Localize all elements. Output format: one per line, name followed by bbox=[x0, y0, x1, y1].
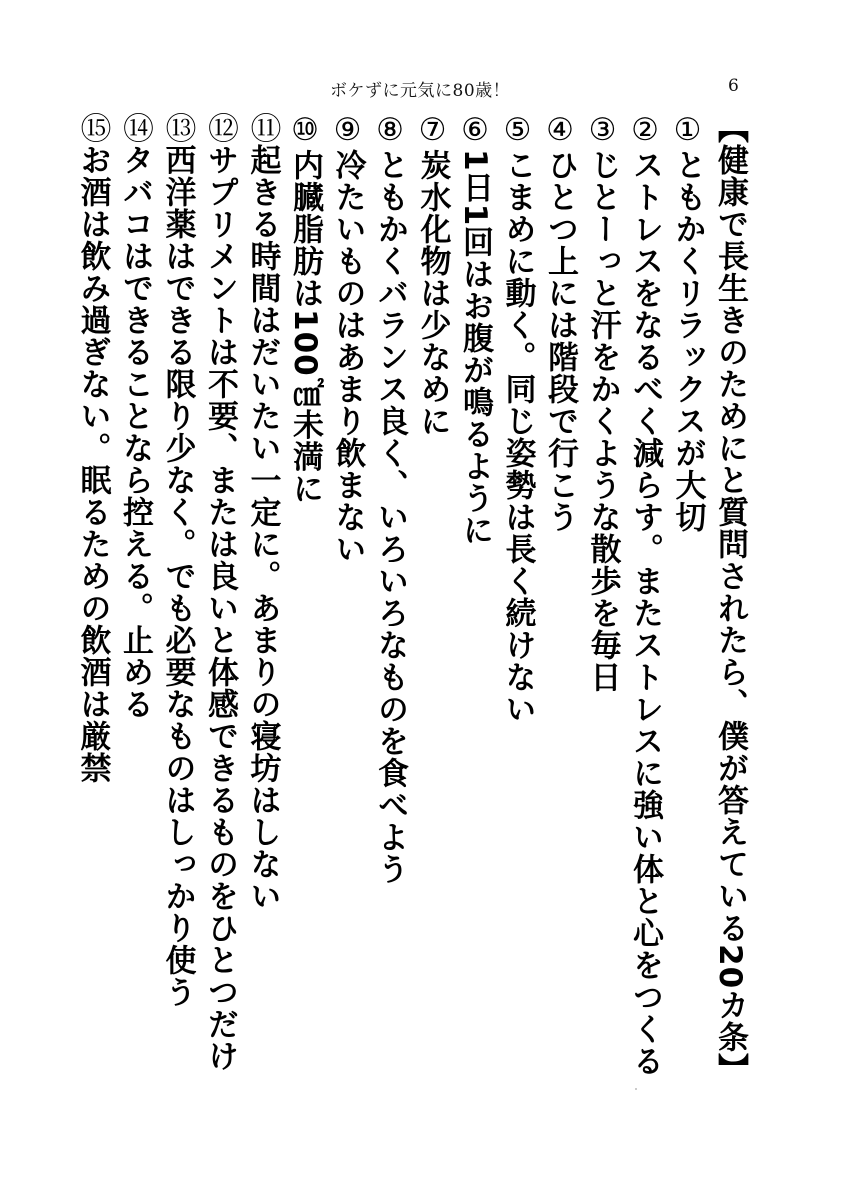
list-item bbox=[411, 112, 454, 1152]
item-text: ともかくリラックスが大切 bbox=[669, 149, 706, 533]
item-number: ⑧ bbox=[372, 112, 408, 149]
list-item bbox=[199, 112, 242, 1152]
list-item bbox=[581, 112, 624, 1152]
item-text: 冷たいものはあまり飲まない bbox=[329, 149, 366, 565]
item-text: 炭水化物は少なめに bbox=[414, 149, 451, 437]
list-item bbox=[71, 112, 114, 1152]
item-text: タバコはできることなら控える。止める bbox=[117, 144, 153, 720]
list-item bbox=[666, 112, 709, 1152]
list-item bbox=[624, 112, 667, 1152]
item-number: ⑥ bbox=[457, 112, 493, 149]
item-text: 内臓脂肪は100㎠未満に bbox=[287, 149, 323, 505]
item-number: ① bbox=[669, 112, 706, 149]
item-text: お酒は飲み過ぎない。眠るための飲酒は厳禁 bbox=[74, 144, 111, 784]
item-text: こまめに動く。同じ姿勢は長く続けない bbox=[499, 149, 536, 725]
item-number: ⑤ bbox=[499, 112, 536, 149]
item-number: ⑩ bbox=[287, 112, 323, 149]
item-number: ⑬ bbox=[159, 112, 196, 144]
item-text: ともかくバランス良く、いろいろなものを食べよう bbox=[372, 149, 408, 885]
list-item bbox=[539, 112, 582, 1152]
list-item bbox=[284, 112, 327, 1152]
item-number: ⑪ bbox=[244, 112, 281, 144]
item-number: ③ bbox=[584, 112, 621, 149]
running-title: ボケずに元気に80歳！ bbox=[330, 81, 511, 101]
list-item bbox=[241, 112, 284, 1152]
item-number: ⑫ bbox=[202, 112, 238, 144]
list-item bbox=[114, 112, 157, 1152]
item-number: ⑮ bbox=[74, 112, 111, 144]
page-number: 6 bbox=[728, 76, 739, 96]
item-text: ひとつ上には階段で行こう bbox=[542, 149, 578, 533]
item-number: ② bbox=[627, 112, 663, 149]
item-text: サプリメントは不要、または良いと体感できるものをひとつだけ bbox=[202, 144, 238, 1072]
item-text: じとーっと汗をかくような散歩を毎日 bbox=[584, 149, 621, 693]
scan-speck bbox=[635, 1088, 637, 1090]
item-text: 1日1回はお腹が鳴るように bbox=[457, 149, 493, 547]
item-number: ⑭ bbox=[117, 112, 153, 144]
item-text: 西洋薬はできる限り少なく。でも必要なものはしっかり使う bbox=[159, 144, 196, 1008]
list-item bbox=[496, 112, 539, 1152]
list-item bbox=[369, 112, 412, 1152]
item-text: 起きる時間はだいたい一定に。あまりの寝坊はしない bbox=[244, 144, 281, 912]
item-number: ④ bbox=[542, 112, 578, 149]
list-item bbox=[454, 112, 497, 1152]
item-text: ストレスをなるべく減らす。またストレスに強い体と心をつくる bbox=[627, 149, 663, 1077]
section-heading: 【健康で長生きのためにと質問されたら、僕が答えている20カ条】 bbox=[712, 112, 748, 1086]
list-item bbox=[326, 112, 369, 1152]
item-number: ⑨ bbox=[329, 112, 366, 149]
item-number: ⑦ bbox=[414, 112, 451, 149]
list-item bbox=[156, 112, 199, 1152]
vertical-text-body bbox=[71, 112, 751, 1152]
